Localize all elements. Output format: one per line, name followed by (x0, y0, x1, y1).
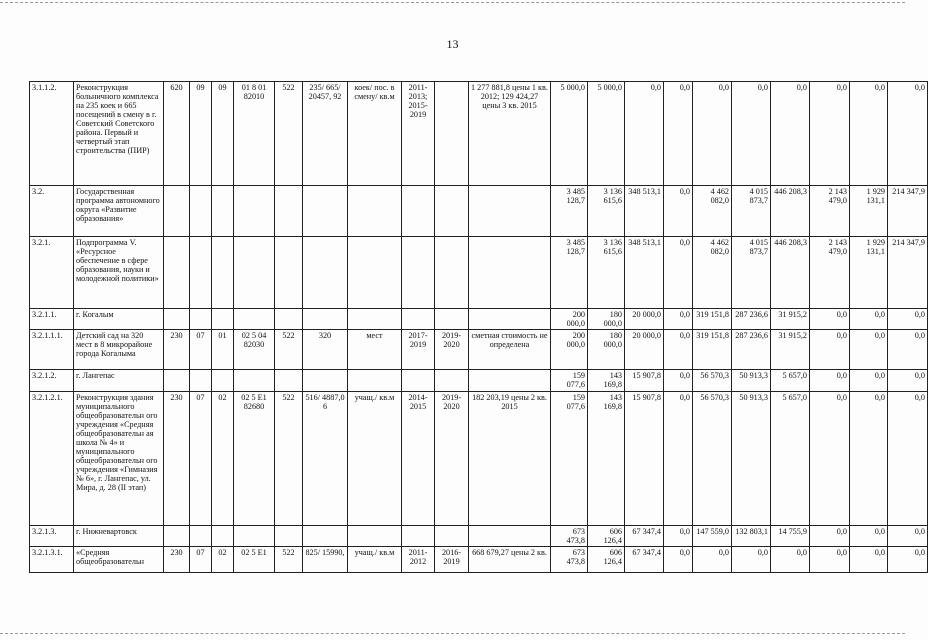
row-capacity (303, 526, 348, 547)
row-target-article: 01 8 01 82010 (234, 82, 275, 186)
row-years-2 (435, 309, 469, 330)
row-amount: 0,0 (888, 526, 928, 547)
row-amount: 31 915,2 (771, 309, 810, 330)
row-amount: 0,0 (693, 547, 732, 573)
row-name: г. Нижневартовск (74, 526, 164, 547)
row-years-2 (435, 237, 469, 309)
row-amount: 0,0 (850, 370, 888, 392)
row-years-2: 2019- 2020 (435, 392, 469, 526)
table-row (30, 237, 928, 309)
row-amount: 287 236,6 (732, 309, 771, 330)
row-capacity (303, 370, 348, 392)
row-amount: 20 000,0 (625, 309, 664, 330)
row-name: Государственная программа автономного округа «Развитие образования» (74, 186, 164, 237)
row-subsection (212, 237, 234, 309)
row-estimated-cost: 182 203,19 цены 2 кв. 2015 (469, 392, 551, 526)
table-body (30, 82, 928, 573)
table-row (30, 526, 928, 547)
row-subsection (212, 186, 234, 237)
row-amount: 0,0 (850, 547, 888, 573)
row-code: 3.2.1. (30, 237, 74, 309)
row-amount: 200 000,0 (551, 309, 588, 330)
row-amount: 0,0 (850, 82, 888, 186)
row-amount: 0,0 (888, 392, 928, 526)
row-amount: 56 570,3 (693, 370, 732, 392)
row-unit: коек/ пос. в смену/ кв.м (348, 82, 402, 186)
row-amount: 0,0 (664, 309, 693, 330)
row-amount: 4 462 082,0 (693, 237, 732, 309)
table-row (30, 370, 928, 392)
row-code: 3.1.1.2. (30, 82, 74, 186)
row-target-article (234, 237, 275, 309)
row-amount: 0,0 (732, 547, 771, 573)
row-amount: 0,0 (771, 82, 810, 186)
row-section (190, 370, 212, 392)
row-target-article: 02 5 E1 82680 (234, 392, 275, 526)
row-code: 3.2.1.2.1. (30, 392, 74, 526)
row-unit (348, 237, 402, 309)
row-expense-type: 522 (275, 82, 303, 186)
row-amount: 0,0 (850, 392, 888, 526)
row-section: 09 (190, 82, 212, 186)
row-expense-type: 522 (275, 330, 303, 370)
row-amount: 3 485 128,7 (551, 237, 588, 309)
row-amount: 50 913,3 (732, 370, 771, 392)
row-amount: 0,0 (810, 330, 850, 370)
row-code: 3.2.1.1. (30, 309, 74, 330)
row-estimated-cost (469, 237, 551, 309)
row-amount: 0,0 (693, 82, 732, 186)
table-row (30, 82, 928, 186)
row-unit (348, 526, 402, 547)
row-name: «Средняя общеобразовательн (74, 547, 164, 573)
row-amount: 132 803,1 (732, 526, 771, 547)
table-row (30, 330, 928, 370)
row-code: 3.2.1.1.1. (30, 330, 74, 370)
row-grbs (164, 370, 190, 392)
table-row (30, 392, 928, 526)
row-amount: 4 015 873,7 (732, 237, 771, 309)
row-grbs (164, 309, 190, 330)
row-amount: 0,0 (810, 82, 850, 186)
row-grbs (164, 526, 190, 547)
row-estimated-cost: сметная стоимость не определена (469, 330, 551, 370)
row-amount: 446 208,3 (771, 237, 810, 309)
row-amount: 4 015 873,7 (732, 186, 771, 237)
row-amount: 0,0 (664, 237, 693, 309)
row-section: 07 (190, 547, 212, 573)
row-estimated-cost: 668 679,27 цены 2 кв. (469, 547, 551, 573)
row-expense-type: 522 (275, 392, 303, 526)
row-amount: 67 347,4 (625, 526, 664, 547)
row-subsection: 09 (212, 82, 234, 186)
row-code: 3.2.1.3. (30, 526, 74, 547)
row-amount: 606 126,4 (588, 526, 625, 547)
row-amount: 159 077,6 (551, 370, 588, 392)
row-amount: 0,0 (888, 82, 928, 186)
page-number: 13 (446, 37, 459, 51)
scan-edge-top (0, 2, 905, 3)
row-amount: 214 347,9 (888, 186, 928, 237)
row-expense-type (275, 186, 303, 237)
row-subsection: 02 (212, 392, 234, 526)
row-amount: 0,0 (810, 526, 850, 547)
row-estimated-cost (469, 186, 551, 237)
row-amount: 31 915,2 (771, 330, 810, 370)
row-amount: 3 485 128,7 (551, 186, 588, 237)
row-expense-type (275, 370, 303, 392)
row-amount: 0,0 (664, 82, 693, 186)
row-amount: 1 929 131,1 (850, 237, 888, 309)
row-amount: 0,0 (664, 186, 693, 237)
row-unit (348, 370, 402, 392)
row-amount: 0,0 (810, 547, 850, 573)
row-amount: 0,0 (664, 370, 693, 392)
row-amount: 5 657,0 (771, 370, 810, 392)
row-amount: 0,0 (732, 82, 771, 186)
row-name: г. Когалым (74, 309, 164, 330)
row-years-2 (435, 186, 469, 237)
row-expense-type: 522 (275, 547, 303, 573)
row-grbs: 230 (164, 547, 190, 573)
row-amount: 50 913,3 (732, 392, 771, 526)
row-section (190, 237, 212, 309)
row-amount: 143 169,8 (588, 392, 625, 526)
row-years: 2011- 2012 (402, 547, 435, 573)
row-estimated-cost (469, 370, 551, 392)
row-expense-type (275, 309, 303, 330)
row-amount: 348 513,1 (625, 186, 664, 237)
row-name: Реконструкция здания муниципального общеобразовательн ого учреждения «Средняя общеобразовательн ая школа № 4» и муниципального общеобразовательн ого учреждения «Гимназия № 6», г. Лангепас, ул. Мира, д. 28 (II этап) (74, 392, 164, 526)
row-amount: 0,0 (810, 370, 850, 392)
row-capacity (303, 237, 348, 309)
row-subsection (212, 309, 234, 330)
row-section: 07 (190, 330, 212, 370)
row-amount: 606 126,4 (588, 547, 625, 573)
row-subsection (212, 526, 234, 547)
table-row (30, 547, 928, 573)
row-name: г. Лангепас (74, 370, 164, 392)
row-amount: 0,0 (810, 392, 850, 526)
row-unit (348, 309, 402, 330)
table-row (30, 309, 928, 330)
row-capacity: 320 (303, 330, 348, 370)
row-amount: 147 559,0 (693, 526, 732, 547)
row-years-2: 2016- 2019 (435, 547, 469, 573)
row-amount: 0,0 (850, 330, 888, 370)
row-grbs: 230 (164, 330, 190, 370)
row-grbs: 620 (164, 82, 190, 186)
row-years-2 (435, 82, 469, 186)
row-years: 2011- 2013; 2015- 2019 (402, 82, 435, 186)
row-amount: 0,0 (664, 526, 693, 547)
row-amount: 319 151,8 (693, 330, 732, 370)
row-years (402, 370, 435, 392)
row-amount: 446 208,3 (771, 186, 810, 237)
row-capacity: 516/ 4887,0 6 (303, 392, 348, 526)
row-amount: 4 462 082,0 (693, 186, 732, 237)
row-target-article: 02 5 E1 (234, 547, 275, 573)
row-name: Подпрограмма V. «Ресурсное обеспечение в сфере образования, науки и молодежной политики» (74, 237, 164, 309)
row-target-article (234, 186, 275, 237)
row-amount: 15 907,8 (625, 392, 664, 526)
row-estimated-cost: 1 277 881,8 цены 1 кв. 2012; 129 424,27 цены 3 кв. 2015 (469, 82, 551, 186)
row-amount: 0,0 (888, 330, 928, 370)
row-amount: 5 000,0 (551, 82, 588, 186)
row-unit (348, 186, 402, 237)
row-target-article (234, 526, 275, 547)
row-amount: 0,0 (850, 309, 888, 330)
row-amount: 0,0 (664, 547, 693, 573)
row-years-2 (435, 526, 469, 547)
row-years (402, 186, 435, 237)
row-capacity (303, 309, 348, 330)
row-amount: 0,0 (888, 309, 928, 330)
row-capacity: 235/ 665/ 20457, 92 (303, 82, 348, 186)
row-years: 2014- 2015 (402, 392, 435, 526)
row-target-article (234, 309, 275, 330)
row-amount: 348 513,1 (625, 237, 664, 309)
row-years-2: 2019- 2020 (435, 330, 469, 370)
row-amount: 0,0 (771, 547, 810, 573)
row-amount: 5 000,0 (588, 82, 625, 186)
row-amount: 0,0 (664, 330, 693, 370)
row-estimated-cost (469, 309, 551, 330)
row-years (402, 526, 435, 547)
row-unit: учащ./ кв.м (348, 547, 402, 573)
row-amount: 673 473,8 (551, 547, 588, 573)
row-amount: 0,0 (625, 82, 664, 186)
row-amount: 2 143 479,0 (810, 186, 850, 237)
row-amount: 0,0 (850, 526, 888, 547)
row-amount: 3 136 615,6 (588, 186, 625, 237)
row-amount: 673 473,8 (551, 526, 588, 547)
row-years-2 (435, 370, 469, 392)
row-unit: учащ./ кв.м (348, 392, 402, 526)
row-subsection: 01 (212, 330, 234, 370)
row-amount: 180 000,0 (588, 330, 625, 370)
row-capacity: 825/ 15990, (303, 547, 348, 573)
row-subsection (212, 370, 234, 392)
row-section (190, 526, 212, 547)
table-row (30, 186, 928, 237)
row-amount: 15 907,8 (625, 370, 664, 392)
row-expense-type (275, 237, 303, 309)
row-code: 3.2.1.3.1. (30, 547, 74, 573)
row-code: 3.2.1.2. (30, 370, 74, 392)
row-years (402, 237, 435, 309)
row-section (190, 309, 212, 330)
row-amount: 0,0 (888, 370, 928, 392)
row-target-article (234, 370, 275, 392)
row-capacity (303, 186, 348, 237)
row-code: 3.2. (30, 186, 74, 237)
row-name: Реконструкция больничного комплекса на 235 коек и 665 посещений в смену в г. Советский Советского района. Первый и четвертый этап строительства (ПИР) (74, 82, 164, 186)
capital-investment-table (29, 81, 928, 573)
row-amount: 200 000,0 (551, 330, 588, 370)
row-amount: 67 347,4 (625, 547, 664, 573)
row-expense-type (275, 526, 303, 547)
scan-edge-bottom (0, 633, 905, 634)
row-amount: 1 929 131,1 (850, 186, 888, 237)
row-amount: 287 236,6 (732, 330, 771, 370)
row-unit: мест (348, 330, 402, 370)
row-amount: 143 169,8 (588, 370, 625, 392)
row-amount: 214 347,9 (888, 237, 928, 309)
row-amount: 0,0 (888, 547, 928, 573)
row-amount: 3 136 615,6 (588, 237, 625, 309)
row-amount: 0,0 (810, 309, 850, 330)
row-section: 07 (190, 392, 212, 526)
row-grbs: 230 (164, 392, 190, 526)
row-amount: 319 151,8 (693, 309, 732, 330)
row-amount: 180 000,0 (588, 309, 625, 330)
row-grbs (164, 186, 190, 237)
row-target-article: 02 5 04 82030 (234, 330, 275, 370)
row-amount: 5 657,0 (771, 392, 810, 526)
row-grbs (164, 237, 190, 309)
row-amount: 2 143 479,0 (810, 237, 850, 309)
row-amount: 56 570,3 (693, 392, 732, 526)
row-amount: 0,0 (664, 392, 693, 526)
row-amount: 159 077,6 (551, 392, 588, 526)
row-amount: 14 755,9 (771, 526, 810, 547)
row-years: 2017- 2019 (402, 330, 435, 370)
row-subsection: 02 (212, 547, 234, 573)
row-years (402, 309, 435, 330)
row-section (190, 186, 212, 237)
row-name: Детский сад на 320 мест в 8 микрорайоне города Когалыма (74, 330, 164, 370)
row-estimated-cost (469, 526, 551, 547)
row-amount: 20 000,0 (625, 330, 664, 370)
